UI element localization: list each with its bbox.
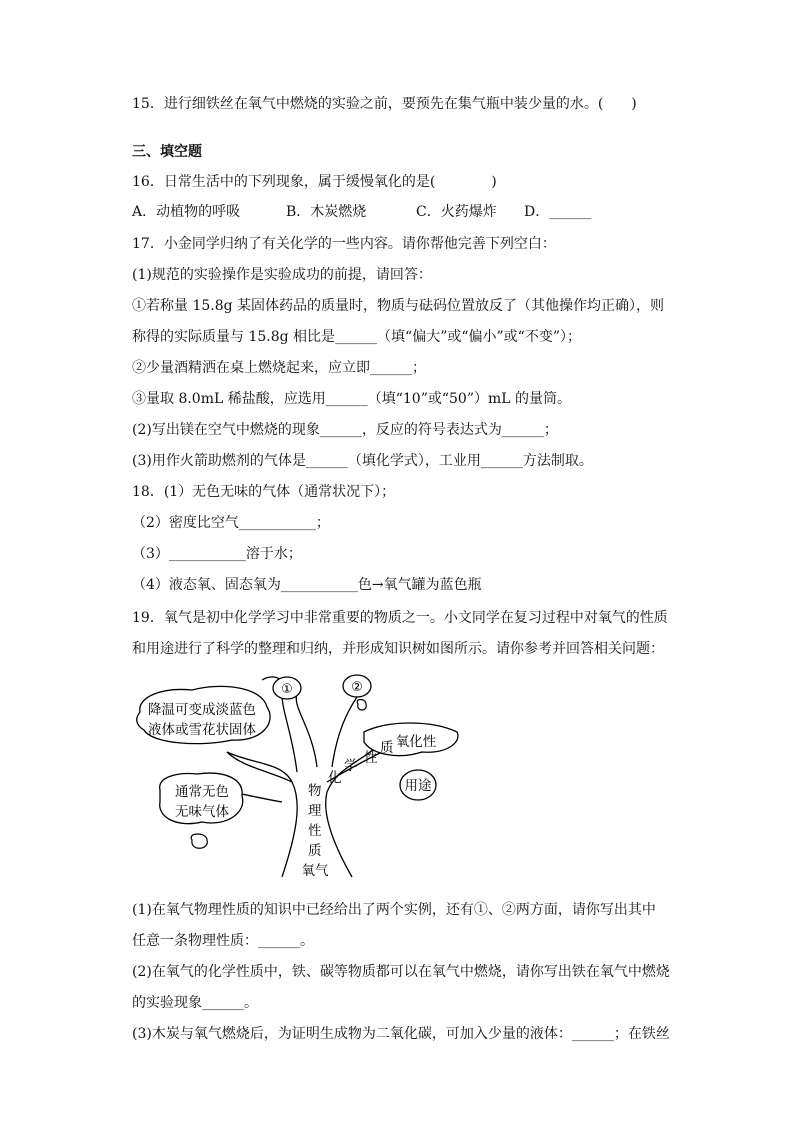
phys-char-2: 理	[308, 803, 322, 819]
question-17-part2: (2)写出镁在空气中燃烧的现象______，反应的符号表达式为______；	[132, 422, 558, 438]
phys-char-3: 性	[308, 823, 322, 839]
chem-char-4: 质	[380, 740, 394, 756]
bubble-2-line1: 通常无色	[175, 784, 229, 800]
question-19-line2: 和用途进行了科学的整理和归纳，并形成知识树如图所示。请你参考并回答相关问题：	[132, 641, 664, 657]
section-heading-fill-in: 三、填空题	[132, 144, 202, 160]
trunk-label: 氧气	[301, 863, 329, 879]
question-18-line1: 18．(1）无色无味的气体（通常状况下）；	[132, 484, 396, 500]
question-17-part3: (3)用作火箭助燃剂的气体是______（填化学式），工业用______方法制取。	[132, 453, 593, 469]
question-19-line1: 19．氧气是初中化学学习中非常重要的物质之一。小文同学在复习过程中对氧气的性质	[132, 610, 668, 626]
chem-char-3: 性	[364, 750, 378, 766]
phys-char-4: 质	[308, 843, 322, 859]
question-18-line3: （3）___________溶于水；	[132, 546, 302, 562]
fruit-shape-small	[357, 700, 366, 711]
question-18-line4: （4）液态氧、固态氧为___________色→氧气罐为蓝色瓶	[132, 577, 482, 593]
bubble-1-line1: 降温可变成淡蓝色	[148, 702, 256, 718]
question-16-stem: 16．日常生活中的下列现象，属于缓慢氧化的是( )	[132, 174, 497, 190]
use-label: 用途	[404, 778, 432, 794]
question-17-stem: 17．小金同学归纳了有关化学的一些内容。请你帮他完善下列空白：	[132, 236, 556, 252]
question-17-part1c: ③量取 8.0mL 稀盐酸，应选用______（填“10”或“50”）mL 的量筒。	[132, 391, 572, 407]
question-18-line2: （2）密度比空气___________；	[132, 515, 330, 531]
question-19-part3: (3)木炭与氧气燃烧后，为证明生成物为二氧化碳，可加入少量的液体：______；在铁丝	[132, 1026, 670, 1042]
option-a: A．动植物的呼吸	[132, 204, 241, 220]
option-b: B．木炭燃烧	[286, 204, 367, 220]
question-19-part2-line2: 的实验现象______。	[132, 995, 258, 1011]
oxygen-knowledge-tree	[132, 672, 462, 882]
bubble-1-line2: 液体或雪花状固体	[148, 722, 256, 738]
option-d: D．______	[524, 204, 592, 220]
question-17-part1a-line1: ①若称量 15.8g 某固体药品的质量时，物质与砝码位置放反了（其他操作均正确），则	[132, 298, 665, 314]
chem-char-2: 学	[344, 758, 358, 774]
question-16-options	[132, 202, 591, 222]
leaf-label: 氧化性	[395, 734, 437, 750]
bubble-2-line2: 无味气体	[175, 804, 229, 820]
question-15: 15．进行细铁丝在氧气中燃烧的实验之前，要预先在集气瓶中装少量的水。( )	[132, 96, 637, 112]
fruit-shape	[191, 834, 207, 848]
question-19-part2-line1: (2)在氧气的化学性质中，铁、碳等物质都可以在氧气中燃烧，请你写出铁在氧气中燃烧	[132, 964, 670, 980]
question-19-part1-line1: (1)在氧气物理性质的知识中已经给出了两个实例，还有①、②两方面，请你写出其中	[132, 902, 656, 918]
circle-2-label: ②	[351, 680, 363, 695]
question-17-part1: (1)规范的实验操作是实验成功的前提，请回答：	[132, 267, 432, 283]
option-c: C．火药爆炸	[416, 204, 497, 220]
phys-char-1: 物	[308, 783, 322, 799]
question-17-part1b: ②少量酒精洒在桌上燃烧起来，应立即______；	[132, 360, 426, 376]
question-19-part1-line2: 任意一条物理性质：______。	[132, 933, 314, 949]
chem-char-1: 化	[328, 770, 342, 786]
question-17-part1a-line2: 称得的实际质量与 15.8g 相比是______（填“偏大”或“偏小”或“不变”）；	[132, 329, 581, 345]
circle-1-label: ①	[281, 682, 293, 697]
